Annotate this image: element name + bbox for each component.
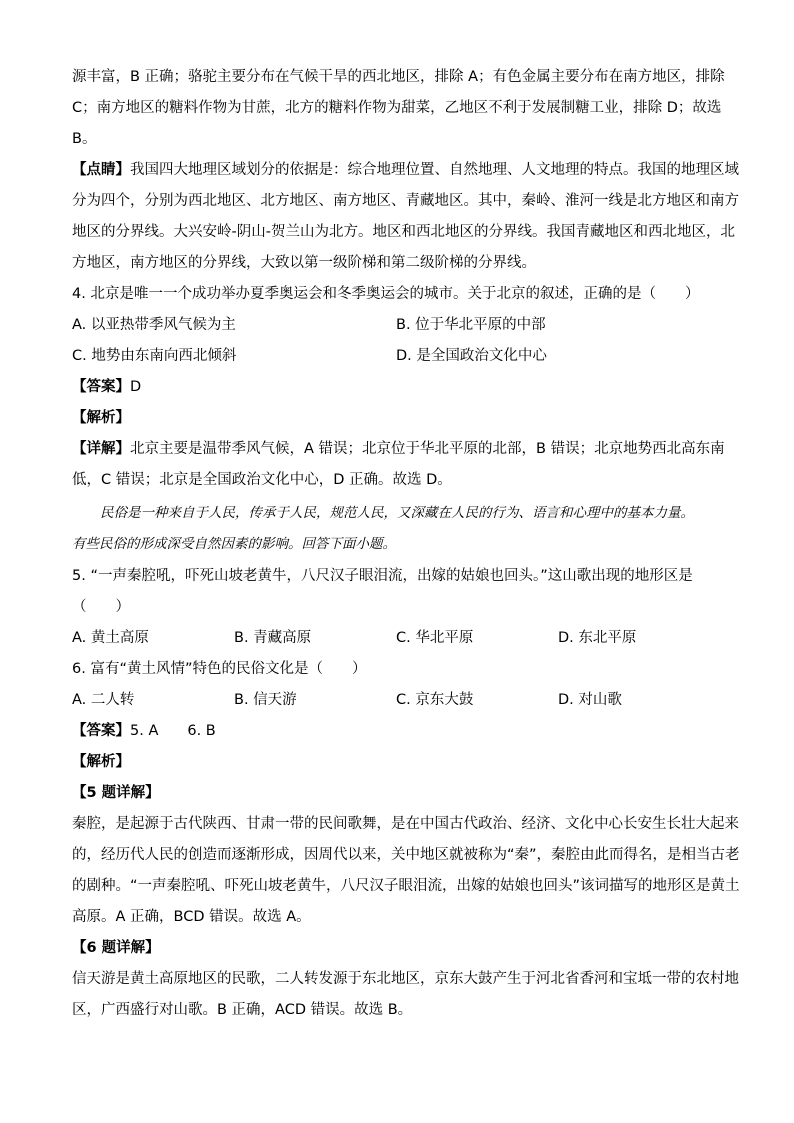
text-line: 信天游是黄土高原地区的民歌，二人转发源于东北地区，京东大鼓产生于河北省香河和宝坻一带的农村地 (72, 971, 739, 987)
detail-tag: 【详解】 (72, 441, 130, 457)
q4-option-d: D. 是全国政治文化中心 (396, 348, 547, 364)
text-line: 低，C 错误；北京是全国政治文化中心，D 正确。故选 D。 (72, 472, 452, 488)
text-line: 的剧种。“一声秦腔吼、吓死山坡老黄牛，八尺汉子眼泪流，出嫁的姑娘也回头”该词描写的地形区是黄土 (72, 878, 740, 894)
answer-value: D (130, 379, 142, 395)
text-line: C；南方地区的糖料作物为甘蔗，北方的糖料作物为甜菜，乙地区不利于发展制糖工业，排除 D；故选 (72, 100, 722, 116)
text-line: 区，广西盛行对山歌。B 正确，ACD 错误。故选 B。 (72, 1002, 413, 1018)
answer-value: 5. A 6. B (130, 723, 216, 739)
detail-5-heading: 【5 题详解】 (72, 785, 160, 801)
q6-option-d: D. 对山歌 (558, 692, 622, 708)
question-4: 4. 北京是唯一一个成功举办夏季奥运会和冬季奥运会的城市。关于北京的叙述，正确的是（ ） (72, 286, 700, 302)
q4-option-b: B. 位于华北平原的中部 (396, 317, 546, 333)
question-5: 5. “一声秦腔吼，吓死山坡老黄牛，八尺汉子眼泪流，出嫁的姑娘也回头。”这山歌出现的地形区是 (72, 568, 693, 584)
analysis-tag: 【解析】 (72, 754, 130, 770)
text-line: 北京主要是温带季风气候，A 错误；北京位于华北平原的北部，B 错误；北京地势西北高东南 (130, 441, 725, 457)
text-line: 分为四个，分别为西北地区、北方地区、南方地区、青藏地区。其中，秦岭、淮河一线是北方地区和南方 (72, 193, 739, 209)
detail-4 (72, 439, 725, 459)
answer-4 (72, 377, 141, 397)
text-line: 方地区，南方地区的分界线，大致以第一级阶梯和第二级阶梯的分界线。 (72, 255, 536, 271)
q4-option-c: C. 地势由东南向西北倾斜 (72, 348, 237, 364)
q5-option-d: D. 东北平原 (558, 630, 637, 646)
q5-option-c: C. 华北平原 (396, 630, 474, 646)
text-line: B。 (72, 131, 97, 147)
reading-intro: 有些民俗的形成深受自然因素的影响。回答下面小题。 (72, 536, 396, 552)
answer-tag: 【答案】 (72, 379, 130, 395)
analysis-tag: 【解析】 (72, 410, 130, 426)
text-line: 高原。A 正确，BCD 错误。故选 A。 (72, 909, 311, 925)
reading-intro: 民俗是一种来自于人民，传承于人民，规范人民，又深藏在人民的行为、语言和心理中的基本力量。 (100, 505, 694, 521)
detail-6-heading: 【6 题详解】 (72, 940, 160, 956)
question-6: 6. 富有“黄土风情”特色的民俗文化是（ ） (72, 661, 367, 677)
question-5-bracket: （ ） (72, 599, 130, 615)
q5-option-a: A. 黄土高原 (72, 630, 149, 646)
q6-option-b: B. 信天游 (234, 692, 297, 708)
dianjing-tag: 【点睛】 (72, 162, 130, 178)
q6-option-c: C. 京东大鼓 (396, 692, 474, 708)
q6-option-a: A. 二人转 (72, 692, 135, 708)
text-line: 源丰富，B 正确；骆驼主要分布在气候干旱的西北地区，排除 A；有色金属主要分布在南方地区，排除 (72, 69, 725, 85)
text-line: 秦腔，是起源于古代陕西、甘肃一带的民间歌舞，是在中国古代政治、经济、文化中心长安生长壮大起来 (72, 816, 739, 832)
text-line: 我国四大地理区域划分的依据是：综合地理位置、自然地理、人文地理的特点。我国的地理区域 (130, 162, 739, 178)
q5-option-b: B. 青藏高原 (234, 630, 312, 646)
text-line: 地区的分界线。大兴安岭-阴山-贺兰山为北方。地区和西北地区的分界线。我国青藏地区和西北地区，北 (72, 224, 735, 240)
dianjing-paragraph (72, 160, 739, 180)
text-line: 的，经历代人民的创造而逐渐形成，因周代以来，关中地区就被称为“秦”，秦腔由此而得名，是相当古老 (72, 847, 740, 863)
answer-5-6 (72, 721, 216, 741)
q4-option-a: A. 以亚热带季风气候为主 (72, 317, 236, 333)
answer-tag: 【答案】 (72, 723, 130, 739)
